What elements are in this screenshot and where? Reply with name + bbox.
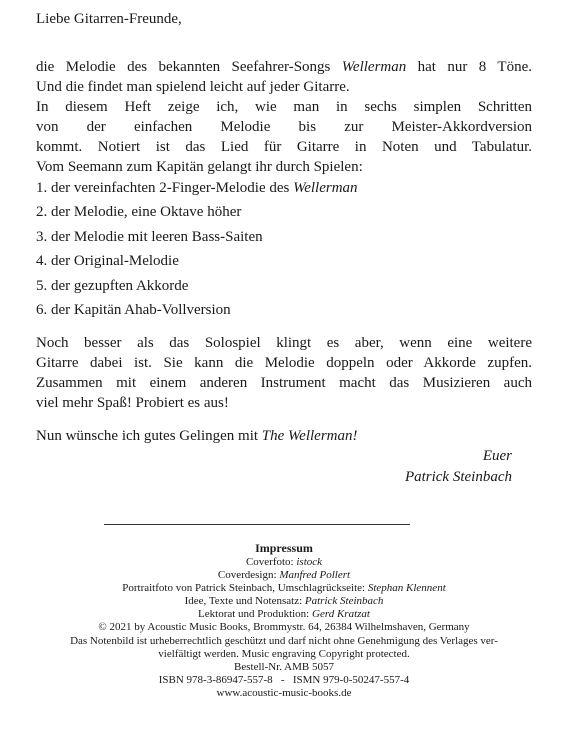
step-text: 1. der vereinfachten 2-Finger-Melodie des: [36, 180, 294, 196]
website-link[interactable]: www.acoustic-music-books.de: [216, 686, 352, 699]
list-item: [36, 178, 532, 202]
impressum-line: Coverdesign: Manfred Pollert: [217, 569, 351, 582]
impressum-line: Coverfoto: istock: [245, 556, 323, 568]
list-item: [36, 227, 532, 251]
impressum-line: Idee, Texte und Notensatz: Patrick Steinbach: [184, 595, 384, 608]
list-item: [36, 202, 532, 226]
intro-paragraph: [36, 57, 532, 177]
intro-line: [36, 117, 532, 137]
steps-list: [36, 178, 532, 324]
list-item: [36, 251, 532, 275]
impressum: [0, 541, 568, 700]
song-title: Wellerman: [341, 59, 407, 75]
intro-text: von der einfachen Melodie bis zur Meister-Akkordversion: [36, 119, 532, 135]
intro-line: [36, 77, 532, 97]
song-title: The Wellerman!: [261, 428, 358, 444]
intro-text: In diesem Heft zeige ich, wie man in sechs simplen Schritten: [36, 99, 532, 115]
step-text: 4. der Original-Melodie: [36, 253, 179, 270]
wish-text: Nun wünsche ich gutes Gelingen mit: [36, 428, 262, 444]
impressum-line: vielfältigt werden. Music engraving Copyright protected.: [158, 647, 410, 660]
impressum-line: Lektorat und Produktion: Gerd Kratzat: [198, 608, 370, 621]
outro-line: Noch besser als das Solospiel klingt es aber, wenn eine weitere: [36, 335, 532, 351]
intro-text: Vom Seemann zum Kapitän gelangt ihr durch Spielen:: [36, 159, 363, 175]
step-text: 5. der gezupften Akkorde: [36, 277, 189, 294]
intro-text: kommt. Notiert ist das Lied für Gitarre in Noten und Tabulatur.: [36, 139, 532, 155]
outro-line: Gitarre dabei ist. Sie kann die Melodie doppeln oder Akkorde zupfen.: [36, 355, 532, 371]
impressum-line: Das Notenbild ist urheberrechtlich geschützt und darf nicht ohne Genehmigung des Verlages ver-: [70, 634, 498, 647]
outro-line: viel mehr Spaß! Probiert es aus!: [36, 395, 229, 411]
divider: [104, 524, 410, 525]
impressum-line: Bestell-Nr. AMB 5057: [234, 660, 334, 673]
song-title: Wellerman: [293, 180, 358, 196]
signature: Patrick Steinbach: [404, 469, 512, 485]
intro-text: hat nur 8 Töne.: [406, 59, 532, 75]
intro-text: Und die findet man spielend leicht auf jeder Gitarre.: [36, 79, 350, 95]
intro-line: [36, 137, 532, 157]
intro-line: [36, 97, 532, 117]
closing-wish: [36, 426, 357, 446]
list-item: [36, 300, 532, 324]
outro-line: Zusammen mit einem anderen Instrument macht das Musizieren auch: [36, 375, 532, 391]
list-item: [36, 276, 532, 300]
closing: Euer: [482, 448, 512, 464]
impressum-line: Portraitfoto von Patrick Steinbach, Umschlagrückseite: Stephan Klennent: [122, 582, 446, 595]
impressum-line: © 2021 by Acoustic Music Books, Brommystr. 64, 26384 Wilhelmshaven, Germany: [98, 621, 470, 634]
intro-line: [36, 157, 532, 177]
intro-line: [36, 57, 532, 77]
intro-text: die Melodie des bekannten Seefahrer-Songs: [36, 59, 342, 75]
impressum-heading: Impressum: [255, 541, 313, 555]
step-text: 3. der Melodie mit leeren Bass-Saiten: [36, 228, 263, 245]
impressum-line: ISBN 978-3-86947-557-8 - ISMN 979-0-50247-557-4: [158, 673, 410, 686]
step-text: 6. der Kapitän Ahab-Vollversion: [36, 301, 231, 318]
step-text: 2. der Melodie, eine Oktave höher: [36, 204, 242, 221]
outro-paragraph: [36, 333, 532, 413]
salutation: Liebe Gitarren-Freunde,: [36, 11, 182, 27]
